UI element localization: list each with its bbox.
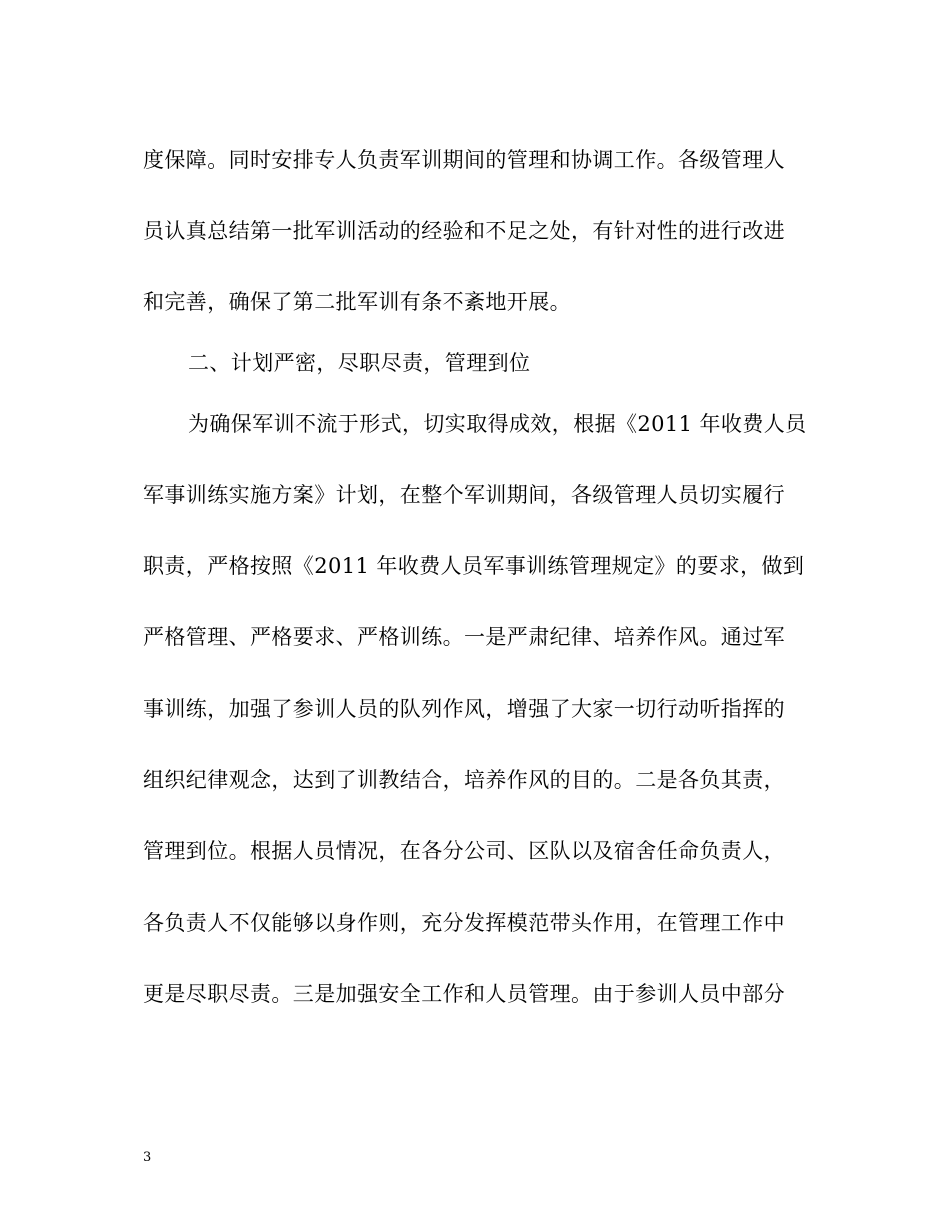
text-line: 严格管理、严格要求、严格训练。一是严肃纪律、培养作风。通过军 — [143, 625, 785, 649]
text-line: 各负责人不仅能够以身作则，充分发挥模范带头作用，在管理工作中 — [143, 911, 785, 935]
text-line: 管理到位。根据人员情况，在各分公司、区队以及宿舍任命负责人， — [143, 839, 785, 863]
text-line: 更是尽职尽责。三是加强安全工作和人员管理。由于参训人员中部分 — [143, 982, 785, 1006]
text-line: 事训练，加强了参训人员的队列作风，增强了大家一切行动听指挥的 — [143, 697, 785, 721]
text-line: 职责，严格按照《2011 年收费人员军事训练管理规定》的要求，做到 — [143, 554, 805, 578]
text-line: 组织纪律观念，达到了训教结合，培养作风的目的。二是各负其责， — [143, 768, 785, 792]
text-line: 和完善，确保了第二批军训有条不紊地开展。 — [143, 290, 571, 314]
text-line: 度保障。同时安排专人负责军训期间的管理和协调工作。各级管理人 — [143, 148, 785, 172]
page-number: 3 — [143, 1150, 152, 1165]
text-line: 军事训练实施方案》计划，在整个军训期间，各级管理人员切实履行 — [143, 483, 785, 507]
section-heading: 二、计划严密，尽职尽责，管理到位 — [188, 351, 531, 375]
text-line: 为确保军训不流于形式，切实取得成效，根据《2011 年收费人员 — [188, 412, 807, 436]
text-line: 员认真总结第一批军训活动的经验和不足之处，有针对性的进行改进 — [143, 219, 785, 243]
